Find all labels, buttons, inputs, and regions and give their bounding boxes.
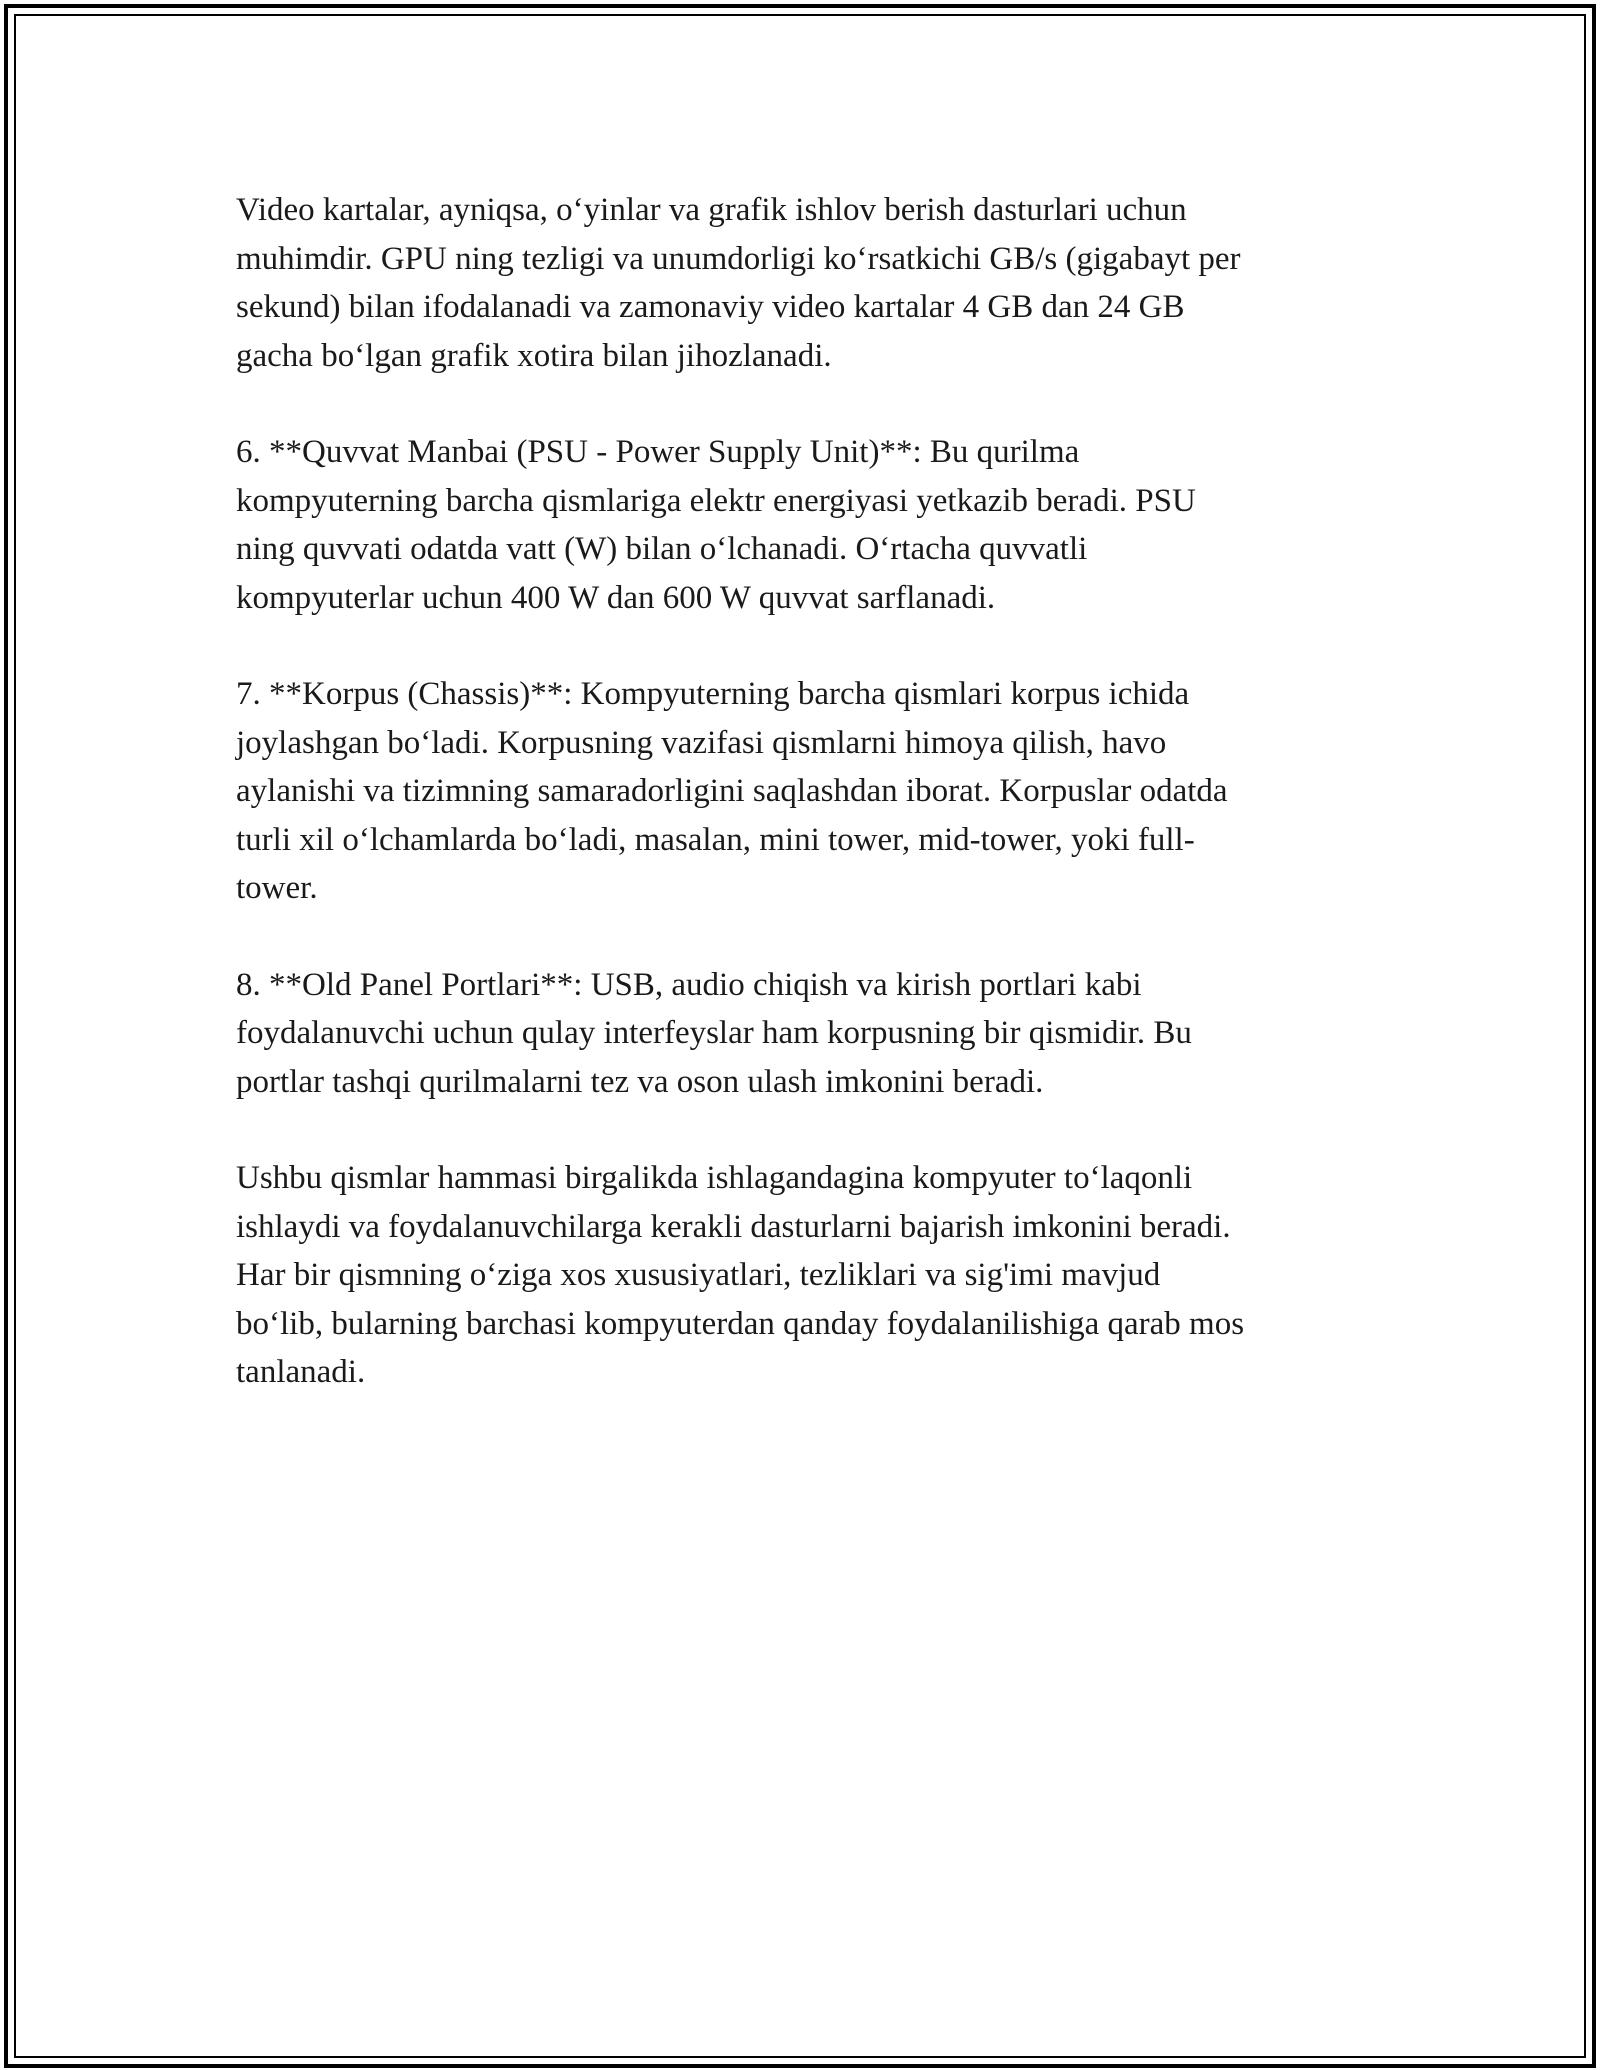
paragraph-conclusion: Ushbu qismlar hammasi birgalikda ishlagandagina kompyuter to‘laqonli ishlaydi va foydalanuvchilarga kerakli dasturlarni bajarish imkonini beradi. Har bir qismning o‘ziga xos xususiyatlari, tezliklari va sig'imi mavjud bo‘lib, bularning barchasi kompyuterdan qanday foydalanilishiga qarab mos tanlanadi. (236, 1160, 1245, 1390)
paragraph-power-supply: 6. **Quvvat Manbai (PSU - Power Supply Unit)**: Bu qurilma kompyuterning barcha qismlariga elektr energiyasi yetkazib beradi. PSU ning quvvati odatda vatt (W) bilan o‘lchanadi. O‘rtacha quvvatli kompyuterlar uchun 400 W dan 600 W quvvat sarflanadi. (236, 434, 1196, 616)
paragraph-chassis: 7. **Korpus (Chassis)**: Kompyuterning barcha qismlari korpus ichida joylashgan bo‘ladi. Korpusning vazifasi qismlarni himoya qilish, havo aylanishi va tizimning samaradorligini saqlashdan iborat. Korpuslar odatda turli xil o‘lchamlarda bo‘ladi, masalan, mini tower, mid-tower, yoki full- tower. (236, 676, 1228, 906)
paragraph-video-cards: Video kartalar, ayniqsa, o‘yinlar va grafik ishlov berish dasturlari uchun muhimdir. GPU ning tezligi va unumdorligi ko‘rsatkichi GB/s (gigabayt per sekund) bilan ifodalanadi va zamonaviy video kartalar 4 GB dan 24 GB gacha bo‘lgan grafik xotira bilan jihozlanadi. (236, 192, 1241, 374)
paragraph-front-panel-ports: 8. **Old Panel Portlari**: USB, audio chiqish va kirish portlari kabi foydalanuvchi uchun qulay interfeyslar ham korpusning bir qismidir. Bu portlar tashqi qurilmalarni tez va oson ulash imkonini beradi. (236, 966, 1192, 1100)
document-body (236, 186, 1376, 1445)
